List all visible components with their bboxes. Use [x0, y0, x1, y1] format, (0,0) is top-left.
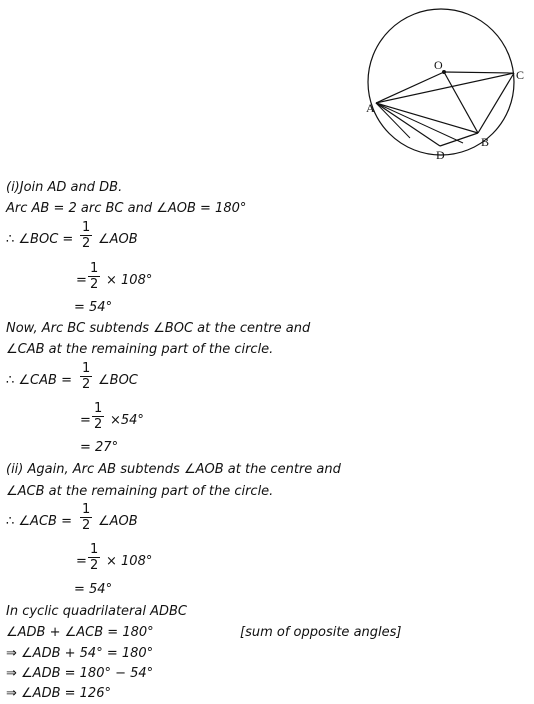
fraction-half	[80, 220, 92, 251]
fraction-half	[88, 261, 100, 292]
fraction-half	[80, 361, 92, 392]
step-times-54: ×54°	[110, 413, 144, 428]
step-cab-remaining: ∠CAB at the remaining part of the circle.	[6, 342, 274, 357]
label-d: D	[436, 148, 445, 162]
segment-cb	[478, 73, 514, 133]
segment-ab	[376, 103, 478, 133]
step-acb-lhs: ∴ ∠ACB =	[6, 514, 72, 529]
step-arc-bc: Now, Arc BC subtends ∠BOC at the centre and	[6, 321, 311, 336]
fraction-denominator: 2	[94, 417, 103, 432]
step-cyclic-quad: In cyclic quadrilateral ADBC	[6, 604, 187, 619]
segment-ad	[376, 103, 440, 146]
fraction-half	[80, 502, 92, 533]
step-result-54: = 54°	[74, 300, 113, 315]
step-sum-equation: ∠ADB + ∠ACB = 180°	[6, 625, 154, 640]
chord-inner-2	[376, 103, 463, 143]
fraction-numerator: 1	[90, 542, 99, 557]
step-arc-ab: (ii) Again, Arc AB subtends ∠AOB at the centre and	[6, 462, 341, 477]
step-acb-rhs: ∠AOB	[98, 514, 138, 529]
step-join: (i)Join AD and DB.	[6, 180, 123, 195]
fraction-half	[92, 401, 104, 432]
step-eq-sign: =	[76, 554, 87, 569]
fraction-half	[88, 542, 100, 573]
step-times-108: × 108°	[106, 273, 153, 288]
fraction-denominator: 2	[82, 236, 91, 251]
step-result-27: = 27°	[80, 440, 119, 455]
fraction-denominator: 2	[82, 518, 91, 533]
step-reason: [sum of opposite angles]	[240, 625, 402, 640]
step-implies-1: ⇒ ∠ADB + 54° = 180°	[6, 646, 154, 661]
segment-oa	[376, 72, 444, 103]
label-o: O	[434, 58, 443, 72]
fraction-denominator: 2	[90, 277, 99, 292]
fraction-numerator: 1	[94, 401, 103, 416]
step-eq-sign: =	[76, 273, 87, 288]
step-implies-2: ⇒ ∠ADB = 180° − 54°	[6, 666, 154, 681]
fraction-numerator: 1	[82, 220, 91, 235]
label-a: A	[366, 101, 375, 115]
segment-oc	[444, 72, 514, 73]
label-c: C	[516, 68, 525, 82]
step-boc-rhs: ∠AOB	[98, 232, 138, 247]
step-cab-lhs: ∴ ∠CAB =	[6, 373, 72, 388]
step-acb-remaining: ∠ACB at the remaining part of the circle.	[6, 484, 274, 499]
label-b: B	[481, 135, 490, 149]
fraction-numerator: 1	[82, 502, 91, 517]
step-arc-relation: Arc AB = 2 arc BC and ∠AOB = 180°	[6, 201, 247, 216]
fraction-denominator: 2	[82, 377, 91, 392]
segment-ob	[444, 72, 478, 133]
step-times-108: × 108°	[106, 554, 153, 569]
step-eq-sign: =	[80, 413, 91, 428]
step-boc-lhs: ∴ ∠BOC =	[6, 232, 74, 247]
step-implies-3: ⇒ ∠ADB = 126°	[6, 686, 111, 701]
step-result-54: = 54°	[74, 582, 113, 597]
fraction-numerator: 1	[90, 261, 99, 276]
segment-ac	[376, 73, 514, 103]
fraction-numerator: 1	[82, 361, 91, 376]
fraction-denominator: 2	[90, 558, 99, 573]
step-cab-rhs: ∠BOC	[98, 373, 138, 388]
